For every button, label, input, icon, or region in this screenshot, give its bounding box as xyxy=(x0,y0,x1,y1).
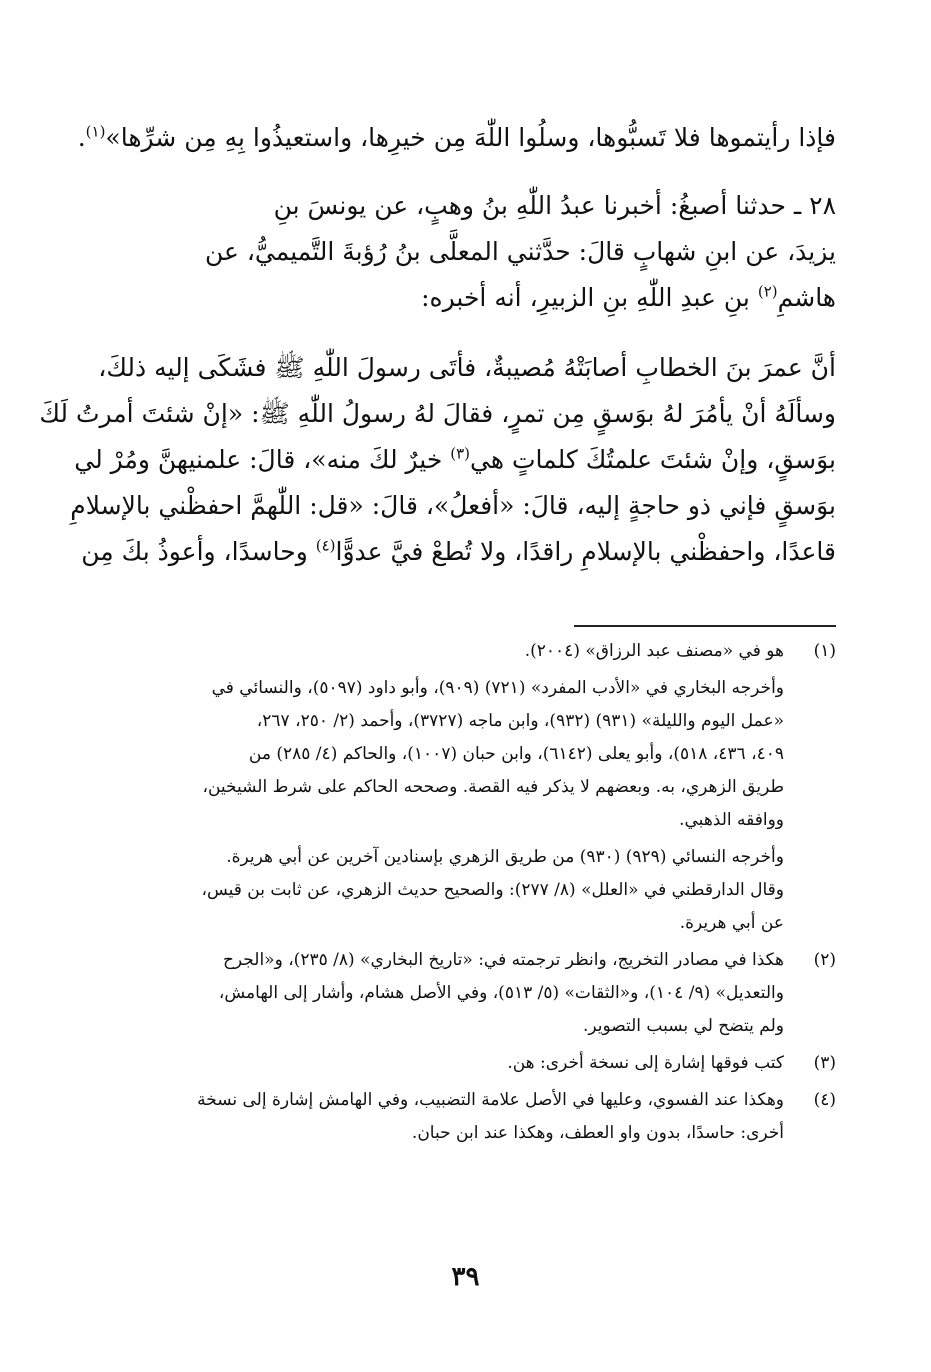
footnote-text: هو في «مصنف عبد الرزاق» (٢٠٠٤). xyxy=(524,641,784,661)
footnote-text: وأخرجه البخاري في «الأدب المفرد» (٧٢١) (٩٠٩)، وأبو داود (٥٠٩٧)، والنسائي في «عمل اليوم والليلة» (٩٣١) (٩٣٢)، وابن ماجه (٣٧٢٧)، وأحمد (٢/ ٢٥٠، ٢٦٧، ٤٠٩، ٤٣٦، ٥١٨)، وأبو يعلى (٦١٤٢)، وابن حبان (١٠٠٧)، والحاكم (٤/ ٢٨٥) من طريق الزهري، به. وبعضهم لا يذكر فيه القصة. وصححه الحاكم على شرط الشيخين، ووافقه الذهبي. xyxy=(202,678,784,830)
text-line: ٢٨ ـ حدثنا أصبغُ: أخبرنا عبدُ اللّٰهِ بنُ وهبٍ، عن يونسَ بنِ xyxy=(273,191,836,220)
footnote-4 xyxy=(96,1084,836,1150)
footnotes xyxy=(96,635,836,1154)
footnote-2 xyxy=(96,944,836,1043)
paragraph-hadith-28-matn xyxy=(39,345,836,575)
paragraph-hadith-28-isnad xyxy=(96,183,836,321)
footnote-number: (٣) xyxy=(813,1053,836,1073)
footnote-ref: (٣) xyxy=(450,444,471,463)
text-line: هاشمِ$^{(٢)}$ بنِ عبدِ اللّٰهِ بنِ الزبيرِ، أنه أخبره: xyxy=(421,282,836,312)
footnote-number: (٤) xyxy=(813,1090,836,1110)
footnote-separator xyxy=(574,625,836,627)
footnote-1 xyxy=(96,635,836,940)
footnote-number: (١) xyxy=(813,641,836,661)
footnote-3 xyxy=(96,1047,836,1080)
footnote-body xyxy=(96,944,784,1043)
footnote-ref: (٢) xyxy=(757,282,778,301)
text-line: يزيدَ، عن ابنِ شهابٍ قالَ: حدَّثني المعلَّى بنُ رُؤبةَ التَّميميُّ، عن xyxy=(204,237,836,266)
text-line: قاعدًا، واحفظْني بالإسلامِ راقدًا، ولا تُطعْ فيَّ عدوًّا$^{(٤)}$ وحاسدًا، وأعوذُ بكَ مِن xyxy=(81,536,836,566)
footnote-ref: (١) xyxy=(85,122,106,141)
footnote-text: كتب فوقها إشارة إلى نسخة أخرى: هن. xyxy=(507,1053,784,1073)
page-number: ٣٩ xyxy=(451,1262,480,1292)
paragraph-hadith-27-ending xyxy=(77,115,836,161)
footnote-body xyxy=(96,1047,784,1080)
footnote-text: هكذا في مصادر التخريج، وانظر ترجمته في: «تاريخ البخاري» (٨/ ٢٣٥)، و«الجرح والتعديل» (٩/ ١٠٤)، و«الثقات» (٥/ ٥١٣)، وفي الأصل هشام، وأشار إلى الهامش، ولم يتضح لي بسبب التصوير. xyxy=(218,950,784,1036)
footnote-body xyxy=(96,635,784,940)
text-line: بوَسقٍ، وإنْ شئتَ علمتُكَ كلماتٍ هي$^{(٣)}$ خيرٌ لكَ منه»، قالَ: علمنيهنَّ ومُرْ لي xyxy=(74,444,836,474)
text-line: فإذا رأيتموها فلا تَسبُّوها، وسلُوا اللّٰهَ مِن خيرِها، واستعيذُوا بِهِ مِن شرِّها»$^{(١)}$. xyxy=(77,122,836,152)
text-line: أنَّ عمرَ بنَ الخطابِ أصابَتْهُ مُصيبةٌ، فأتَى رسولَ اللّٰهِ ﷺ فشَكَى إليه ذلكَ، xyxy=(98,353,836,382)
footnote-number: (٢) xyxy=(813,950,836,970)
text-line: بوَسقٍ فإني ذو حاجةٍ إليه، قالَ: «أفعلُ»، قالَ: «قل: اللّٰهمَّ احفظْني بالإسلامِ xyxy=(70,491,836,520)
footnote-body xyxy=(96,1084,784,1150)
footnote-text: وأخرجه النسائي (٩٢٩) (٩٣٠) من طريق الزهري بإسنادين آخرين عن أبي هريرة. وقال الدارقطني في «العلل» (٨/ ٢٧٧): والصحيح حديث الزهري، عن ثابت بن قيس، عن أبي هريرة. xyxy=(201,847,784,933)
text-line: وسألَهُ أنْ يأمُرَ لهُ بوَسقٍ مِن تمرٍ، فقالَ لهُ رسولُ اللّٰهِ ﷺ: «إنْ شئتَ أمرتُ لَكَ xyxy=(39,399,836,428)
footnote-text: وهكذا عند الفسوي، وعليها في الأصل علامة التضبيب، وفي الهامش إشارة إلى نسخة أخرى: حاسدًا، بدون واو العطف، وهكذا عند ابن حبان. xyxy=(197,1090,784,1143)
footnote-ref: (٤) xyxy=(315,536,336,555)
